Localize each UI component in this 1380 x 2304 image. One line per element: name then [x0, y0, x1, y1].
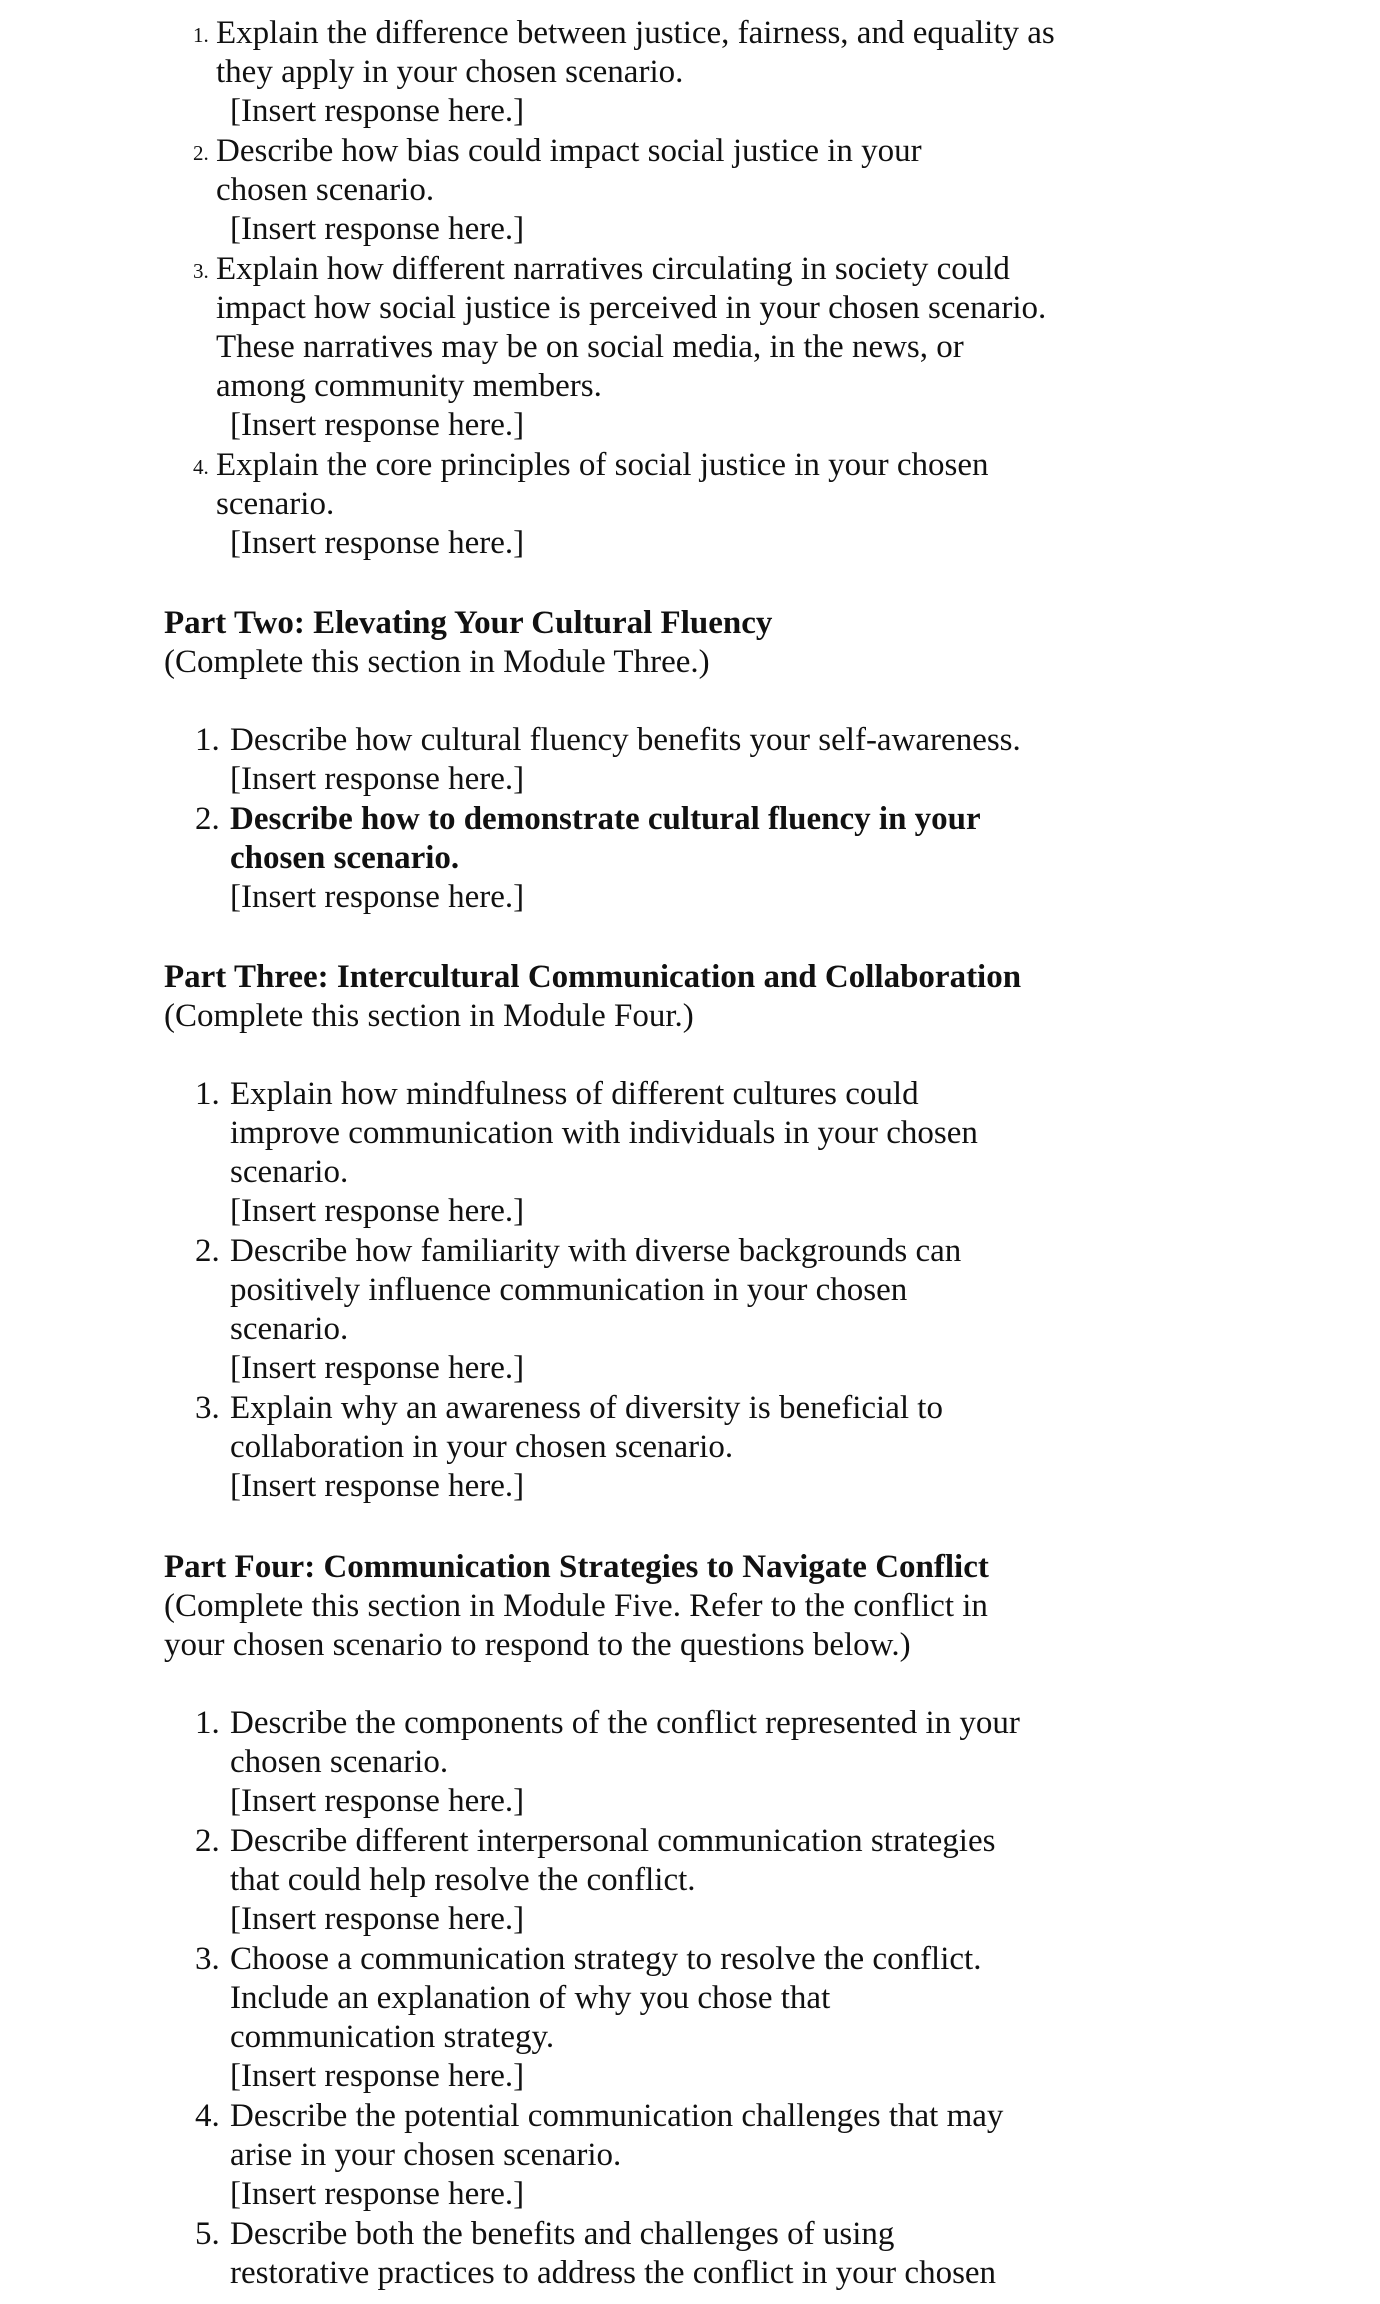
list-item: [195, 2097, 1075, 2215]
list-number: 2.: [195, 801, 220, 837]
part-one-list: [195, 14, 1075, 564]
response-placeholder: [Insert response here.]: [230, 2058, 525, 2094]
part-three-heading: Part Three: Intercultural Communication and Collaboration: [164, 959, 1022, 995]
list-item: [195, 1822, 1075, 1940]
question-text: Explain the difference between justice, fairness, and equality as they apply in your chosen scenario.: [216, 15, 1055, 90]
response-placeholder: [Insert response here.]: [230, 1468, 525, 1504]
part-three-note: (Complete this section in Module Four.): [164, 998, 694, 1034]
part-four-note: (Complete this section in Module Five. Refer to the conflict in your chosen scenario to respond to the questions below.): [164, 1588, 988, 1663]
list-item: [195, 14, 1075, 132]
list-item: [195, 1704, 1075, 1822]
list-item: [195, 132, 1075, 250]
part-three-list: [195, 1075, 1075, 1507]
response-placeholder: [Insert response here.]: [230, 407, 525, 443]
part-two-list: [195, 721, 1075, 918]
list-number: 1.: [195, 1076, 220, 1112]
question-text: Describe the potential communication challenges that may arise in your chosen scenario.: [230, 2098, 1004, 2173]
response-placeholder: [Insert response here.]: [230, 1783, 525, 1819]
response-placeholder: [Insert response here.]: [230, 93, 525, 129]
question-text: Choose a communication strategy to resolve the conflict. Include an explanation of why you chose that communication strategy.: [230, 1941, 982, 2055]
part-two-heading: Part Two: Elevating Your Cultural Fluency: [164, 605, 773, 641]
question-text: Explain the core principles of social justice in your chosen scenario.: [216, 447, 989, 522]
question-text: Describe how bias could impact social justice in your chosen scenario.: [216, 133, 922, 208]
question-text: Describe different interpersonal communication strategies that could help resolve the conflict.: [230, 1823, 996, 1898]
list-number: 1.: [195, 722, 220, 758]
part-four-list: [195, 1704, 1075, 2293]
list-item: [195, 721, 1075, 800]
response-placeholder: [Insert response here.]: [230, 2176, 525, 2212]
response-placeholder: [Insert response here.]: [230, 1350, 525, 1386]
list-number: 3.: [195, 1941, 220, 1977]
question-text: Describe how cultural fluency benefits your self-awareness.: [230, 722, 1021, 758]
response-placeholder: [Insert response here.]: [230, 761, 525, 797]
list-number: 3.: [193, 259, 209, 283]
list-number: 3.: [195, 1390, 220, 1426]
question-text: Explain how mindfulness of different cultures could improve communication with individuals in your chosen scenario.: [230, 1076, 978, 1190]
question-text: Describe how to demonstrate cultural fluency in your chosen scenario.: [230, 801, 981, 876]
list-item: [195, 1940, 1075, 2097]
part-four-heading: Part Four: Communication Strategies to Navigate Conflict: [164, 1549, 989, 1585]
list-item: [195, 1232, 1075, 1389]
list-number: 2.: [193, 141, 209, 165]
list-item: [195, 1389, 1075, 1507]
question-text: Describe both the benefits and challenges of using restorative practices to address the conflict in your chosen: [230, 2216, 997, 2291]
part-two-note: (Complete this section in Module Three.): [164, 644, 710, 680]
question-text: Describe how familiarity with diverse backgrounds can positively influence communication in your chosen scenario.: [230, 1233, 962, 1347]
list-item: [195, 446, 1075, 564]
response-placeholder: [Insert response here.]: [230, 879, 525, 915]
list-item: [195, 2215, 1075, 2293]
list-item: [195, 250, 1075, 446]
list-number: 4.: [193, 455, 209, 479]
list-number: 4.: [195, 2098, 220, 2134]
list-number: 2.: [195, 1233, 220, 1269]
response-placeholder: [Insert response here.]: [230, 1901, 525, 1937]
list-number: 1.: [195, 1705, 220, 1741]
response-placeholder: [Insert response here.]: [230, 211, 525, 247]
response-placeholder: [Insert response here.]: [230, 1193, 525, 1229]
list-number: 1.: [193, 23, 209, 47]
list-number: 5.: [195, 2216, 220, 2252]
response-placeholder: [Insert response here.]: [230, 525, 525, 561]
question-text: Explain why an awareness of diversity is beneficial to collaboration in your chosen scenario.: [230, 1390, 943, 1465]
list-number: 2.: [195, 1823, 220, 1859]
list-item: [195, 800, 1075, 918]
question-text: Explain how different narratives circulating in society could impact how social justice is perceived in your chosen scenario. These narratives may be on social media, in the news, or among community members.: [216, 251, 1047, 404]
question-text: Describe the components of the conflict represented in your chosen scenario.: [230, 1705, 1020, 1780]
list-item: [195, 1075, 1075, 1232]
